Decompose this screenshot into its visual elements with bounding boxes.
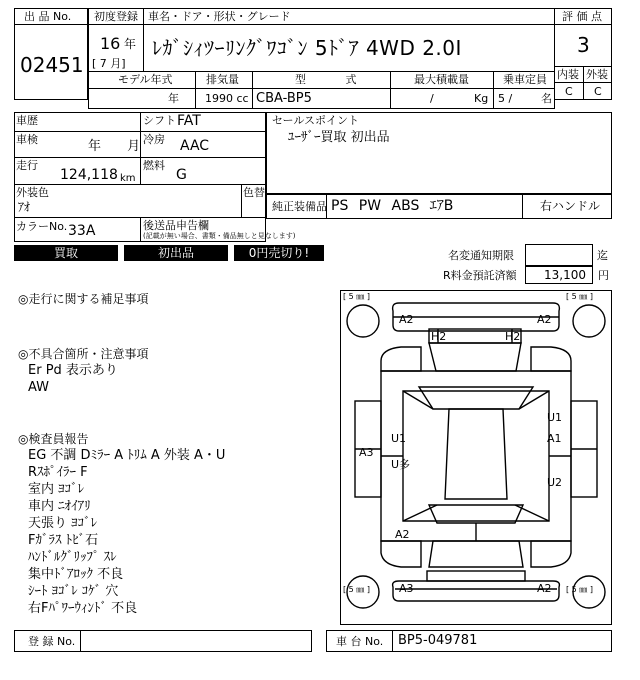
history-label: 車歴 bbox=[16, 114, 38, 127]
inspector-line: 車内 ﾆｵｲｱﾘ bbox=[28, 499, 91, 514]
score-label: 評 価 点 bbox=[562, 10, 602, 23]
ac-value: AAC bbox=[180, 138, 210, 154]
mark-right-u2: U2 bbox=[547, 476, 563, 489]
color-no-value: 33A bbox=[68, 223, 96, 239]
displacement-value: 1990 cc bbox=[205, 92, 249, 105]
chassis-number: BP5-049781 bbox=[398, 633, 478, 648]
mark-right-u1: U1 bbox=[547, 411, 563, 424]
inspector-line: 天張り ﾖｺﾞﾚ bbox=[28, 516, 98, 531]
tag-buyback: 買取 bbox=[14, 245, 118, 261]
capacity-value: 5 / bbox=[498, 92, 513, 105]
inspector-line: 右Fﾊﾟﾜｰｳｨﾝﾄﾞ 不良 bbox=[28, 601, 138, 616]
model-year-unit: 年 bbox=[168, 92, 179, 105]
driving-notes-title: ◎走行に関する補足事項 bbox=[18, 292, 149, 306]
inspector-line: EG 不調 Dﾐﾗｰ A ﾄﾘﾑ A 外装 A・U bbox=[28, 448, 226, 463]
mark-roof-u1: U1 bbox=[391, 432, 407, 445]
inspector-line: ﾊﾝﾄﾞﾙｸﾞﾘｯﾌﾟ ｽﾚ bbox=[28, 550, 117, 565]
lot-number: 02451 bbox=[20, 53, 84, 77]
color-replaced-label: 色替 bbox=[243, 186, 265, 199]
score-value: 3 bbox=[577, 33, 590, 57]
inspector-line: Rｽﾎﾟｲﾗｰ F bbox=[28, 465, 88, 480]
equipment-value: PS PW ABS ｴｱB bbox=[331, 198, 454, 214]
capacity-label: 乗車定員 bbox=[503, 73, 547, 86]
inspection-label: 車検 bbox=[16, 133, 38, 146]
recycle-unit: 円 bbox=[598, 269, 609, 282]
mileage-label: 走行 bbox=[16, 159, 38, 172]
mark-front-bumper-right: A2 bbox=[537, 313, 552, 326]
defects-title: ◎不具合箇所・注意事項 bbox=[18, 347, 149, 361]
first-reg-label: 初度登録 bbox=[94, 10, 138, 23]
first-reg-year-unit: 年 bbox=[124, 37, 137, 51]
fuel-value: G bbox=[176, 167, 187, 183]
sales-point-label: セールスポイント bbox=[272, 114, 360, 127]
defect-line: Er Pd 表示あり bbox=[28, 363, 118, 378]
recycle-label: R料金預託済額 bbox=[443, 269, 517, 282]
tag-zero-yen: 0円売切り! bbox=[234, 245, 324, 261]
inspector-line: 室内 ﾖｺﾞﾚ bbox=[28, 482, 85, 497]
car-outline-drawing bbox=[341, 291, 611, 624]
exterior-grade: C bbox=[594, 85, 602, 98]
shift-label: シフト bbox=[143, 114, 176, 127]
tag-first-listing: 初出品 bbox=[124, 245, 228, 261]
inspection-value: 年 月 bbox=[88, 139, 141, 154]
post-report-label: 後送品申告欄 bbox=[143, 219, 209, 232]
color-no-label: カラーNo. bbox=[16, 220, 68, 233]
tire-depth-rear-left: [ 5 ㎜ ] bbox=[343, 585, 370, 594]
first-reg-year: 16 bbox=[100, 34, 121, 53]
car-diagram bbox=[340, 290, 612, 625]
inspector-line: Fｶﾞﾗｽ ﾄﾋﾞ石 bbox=[28, 533, 99, 548]
sales-point-value: ﾕｰｻﾞｰ買取 初出品 bbox=[288, 130, 390, 145]
interior-grade: C bbox=[565, 85, 573, 98]
first-reg-month: [ 7 月] bbox=[92, 57, 126, 70]
mark-rear-bumper-right: A2 bbox=[537, 582, 552, 595]
inspector-line: 集中ﾄﾞｱﾛｯｸ 不良 bbox=[28, 567, 124, 582]
model-year-label: モデル年式 bbox=[118, 73, 173, 86]
mark-front-bumper-left: A2 bbox=[399, 313, 414, 326]
handle-value: 右ハンドル bbox=[540, 199, 601, 213]
capacity-unit: 名 bbox=[541, 92, 552, 105]
mark-headlight-left: H2 bbox=[431, 330, 447, 343]
mark-rear-quarter: A2 bbox=[395, 528, 410, 541]
mark-roof-umany: U多 bbox=[391, 458, 411, 471]
color-label: 外装色 bbox=[16, 186, 49, 199]
load-value: / bbox=[430, 92, 434, 105]
inspector-list bbox=[28, 447, 225, 617]
defect-line: AW bbox=[28, 380, 50, 395]
displacement-label: 排気量 bbox=[206, 73, 239, 86]
mark-right-a1: A1 bbox=[547, 432, 562, 445]
mileage-value: 124,118 bbox=[60, 167, 118, 183]
inspector-title: ◎検査員報告 bbox=[18, 432, 89, 446]
car-name-label: 車名・ドア・形状・グレード bbox=[148, 10, 291, 23]
mark-left-side: A3 bbox=[359, 446, 374, 459]
tire-depth-rear-right: [ 5 ㎜ ] bbox=[566, 585, 593, 594]
post-report-note: (記載が無い場合、書類・備品無しと見なします) bbox=[143, 232, 296, 240]
tire-depth-front-left: [ 5 ㎜ ] bbox=[343, 292, 370, 301]
name-change-unit: 迄 bbox=[597, 249, 608, 262]
car-name: ﾚｶﾞｼｨﾂｰﾘﾝｸﾞﾜｺﾞﾝ 5ﾄﾞｱ 4WD 2.0I bbox=[152, 36, 462, 60]
load-unit: Kg bbox=[474, 92, 489, 105]
fuel-label: 燃料 bbox=[143, 159, 165, 172]
mark-rear-bumper-left: A3 bbox=[399, 582, 414, 595]
mileage-unit: km bbox=[120, 173, 136, 184]
equipment-label: 純正装備品 bbox=[272, 200, 327, 213]
shift-value: FAT bbox=[177, 113, 201, 129]
recycle-value: 13,100 bbox=[544, 268, 586, 282]
tire-depth-front-right: [ 5 ㎜ ] bbox=[566, 292, 593, 301]
model-value: CBA-BP5 bbox=[256, 91, 312, 106]
ac-label: 冷房 bbox=[143, 133, 165, 146]
exterior-label: 外装 bbox=[586, 68, 608, 81]
name-change-box bbox=[525, 244, 593, 266]
name-change-label: 名変通知期限 bbox=[448, 249, 514, 262]
color-value: ｱｵ bbox=[18, 200, 31, 214]
reg-no-label: 登 録 No. bbox=[28, 635, 76, 648]
model-label: 型 式 bbox=[295, 73, 357, 86]
interior-label: 内装 bbox=[557, 68, 579, 81]
lot-label: 出 品 No. bbox=[24, 10, 72, 23]
inspector-line: ｼｰﾄ ﾖｺﾞﾚ ｺｹﾞ 穴 bbox=[28, 584, 119, 599]
mark-headlight-right: H2 bbox=[505, 330, 521, 343]
load-label: 最大積載量 bbox=[414, 73, 469, 86]
chassis-label: 車 台 No. bbox=[336, 635, 384, 648]
